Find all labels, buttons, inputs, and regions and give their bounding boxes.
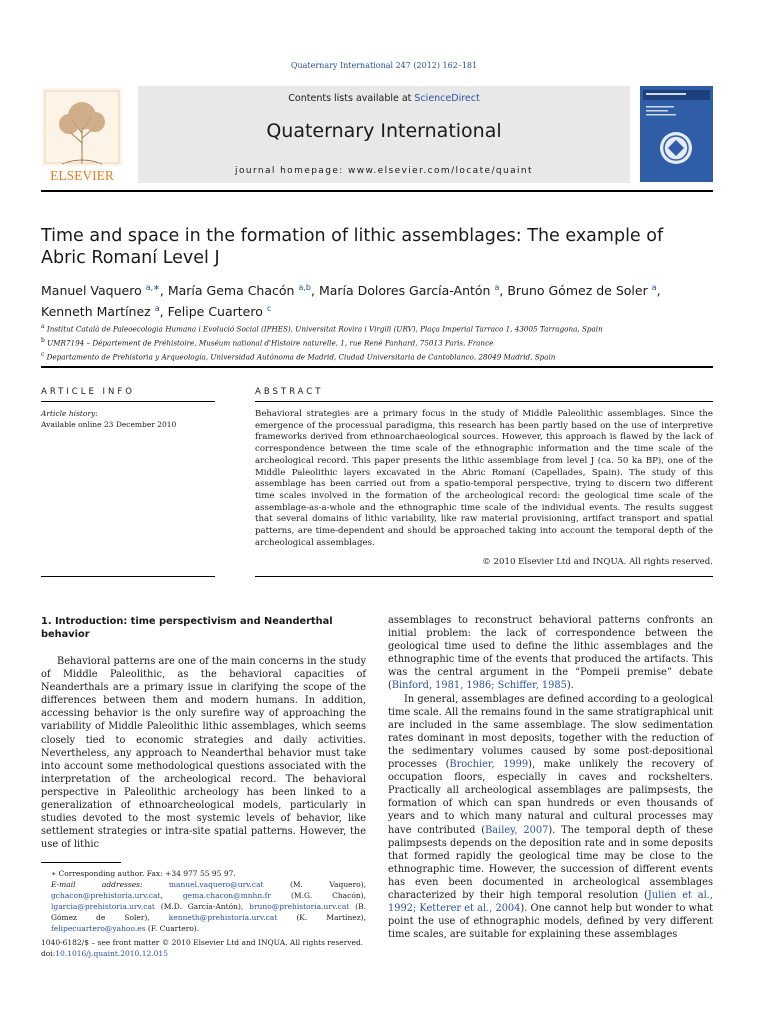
body-column-right — [388, 614, 713, 941]
body-text-run: In general, assemblages are defined according to a geological time scale. All the remains found in the same stratigraphical unit are included in the same assemblage. The slow sedimentation rates dominant in most deposits, together with the reduction of the sedimentary volumes caused by some post-depositional processes ( — [388, 693, 713, 771]
header-rule — [41, 190, 713, 192]
email-owner: (M. Vaquero), — [263, 880, 366, 889]
paper-title: Time and space in the formation of lithic assemblages: The example of Abric Romaní Level J — [41, 226, 664, 268]
author-separator: , — [499, 283, 508, 299]
body-paragraph — [388, 614, 713, 693]
section-heading-introduction: 1. Introduction: time perspectivism and Neanderthal behavior — [41, 616, 333, 640]
author-name: María Dolores García-Antón — [318, 283, 491, 299]
article-info-heading: ARTICLE INFO — [41, 387, 135, 397]
author-affiliation-marker[interactable]: a,b — [298, 283, 311, 292]
email-link[interactable]: bruno@prehistoria.urv.cat — [249, 902, 350, 911]
email-owner: (K. Martínez), — [277, 913, 366, 922]
title-rule — [41, 366, 713, 368]
body-text-run: ). One cannot help but wonder to what point the use of ethnographic models, defined by very different time scales, are suitable for explaining these assemblages — [388, 903, 714, 941]
email-link[interactable]: kenneth@prehistoria.urv.cat — [168, 913, 278, 922]
homepage-line — [138, 166, 630, 176]
abstract-heading: ABSTRACT — [255, 387, 324, 397]
journal-citation-link[interactable]: Quaternary International 247 (2012) 162–181 — [290, 61, 478, 70]
author-name: María Gema Chacón — [167, 283, 295, 299]
doi-line — [41, 948, 381, 959]
email-owner: (F. Cuartero). — [145, 924, 200, 933]
body-column-left — [41, 655, 366, 851]
footnote-rule — [41, 862, 121, 863]
abstract-rule — [255, 401, 713, 402]
journal-cover-thumbnail[interactable] — [640, 86, 713, 182]
affiliation-item — [41, 335, 713, 349]
contents-line — [138, 93, 630, 104]
affiliation-text: UMR7194 – Département de Préhistoire, Muséum national d'Histoire naturelle, 1, rue René Panhard, 75013 Paris, France — [44, 338, 494, 348]
affiliation-letter: c — [41, 350, 45, 358]
citation-link[interactable]: Brochier, 1999 — [449, 759, 529, 771]
article-history-label: Article history: — [41, 409, 98, 418]
affiliation-item — [41, 349, 713, 363]
author-separator: , — [656, 283, 661, 299]
author-separator: , — [159, 304, 168, 320]
abstract-text: Behavioral strategies are a primary focus in the study of Middle Paleolithic assemblages. Since the emergence of the processual paradigma, this research has been partly based on the use of interpretive frameworks derived from ethnoarchaeological sources. However, this approach is flawed by the lack of correspondence between the time scale of the ethnographic information and the time scale of the archeological record. This paper presents the lithic assemblage from level J (ca. 50 ka BP), one of the Middle Paleolithic layers excavated in the Abric Romaní (Capellades, Spain). The study of this assemblage has been carried out from a spatio-temporal perspective, trying to discern two different time scales involved in the formation of the archeological record: the geological time scale of the assemblage-as-a-whole and the ethnographic time scale of the individual events. The results suggest that several domains of lithic variability, like raw material provisioning, artifact transport and spatial patterns, are time-dependent and should be approached taking into account the temporal depth of the archeological assemblages. — [255, 409, 713, 548]
email-link[interactable]: manuel.vaquero@urv.cat — [168, 880, 264, 889]
journal-title: Quaternary International — [266, 120, 502, 142]
citation-link[interactable]: Bailey, 2007 — [485, 824, 549, 836]
elsevier-wordmark: ELSEVIER — [50, 168, 114, 183]
body-paragraph — [388, 693, 713, 942]
affiliation-item — [41, 321, 713, 335]
homepage-url-link[interactable]: www.elsevier.com/locate/quaint — [347, 166, 533, 176]
body-text-run: ). — [566, 680, 574, 692]
affiliation-text: Institut Català de Paleoecologia Humana i Evolució Social (IPHES), Universitat Rovira i Virgili (URV), Plaça Imperial Tarraco 1, 43005 Tarragona, Spain — [44, 324, 603, 334]
affiliation-text: Departamento de Prehistoria y Arqueología, Universidad Autónoma de Madrid, Ciudad Universitaria de Cantoblanco, 28049 Madrid, Spain — [44, 352, 556, 362]
author-name: Bruno Gómez de Soler — [507, 283, 648, 299]
corresponding-author-note: ∗ Corresponding author. Fax: +34 977 55 95 97. — [51, 869, 236, 878]
issn-copyright: 1040-6182/$ – see front matter © 2010 Elsevier Ltd and INQUA. All rights reserved. — [41, 938, 364, 947]
author-list — [41, 279, 713, 321]
body-text-run: assemblages to reconstruct behavioral patterns confronts an initial problem: the lack of correspondence between the geological time used to define the lithic assemblages and the ethnographic time of the events that produced the artifacts. This was the central argument in the “Pompeii premise” debate ( — [388, 615, 713, 692]
author-affiliation-marker[interactable]: a — [651, 283, 657, 292]
author-name: Manuel Vaquero — [41, 283, 142, 299]
email-addresses — [41, 879, 366, 934]
footnotes — [41, 868, 366, 934]
author-affiliation-marker[interactable]: a — [494, 283, 500, 292]
citation-link[interactable]: Julien et al., 1992; Ketterer et al., 2004 — [388, 889, 714, 915]
abstract-copyright: © 2010 Elsevier Ltd and INQUA. All rights reserved. — [482, 557, 713, 567]
contents-prefix: Contents lists available at — [288, 93, 415, 104]
email-link[interactable]: gema.chacon@mnhn.fr — [182, 891, 271, 900]
affiliation-letter: a — [41, 323, 45, 330]
author-name: Felipe Cuartero — [167, 304, 263, 320]
email-owner: , — [160, 891, 183, 900]
article-history-value: Available online 23 December 2010 — [41, 420, 177, 429]
doi-link[interactable]: 10.1016/j.quaint.2010.12.015 — [55, 949, 168, 958]
elsevier-tree-icon — [42, 88, 122, 184]
author-affiliation-marker[interactable]: c — [266, 304, 272, 314]
affiliation-letter: b — [41, 336, 45, 344]
author-affiliation-marker[interactable]: a,∗ — [145, 283, 160, 292]
journal-cover-icon — [640, 86, 713, 182]
affiliation-list — [41, 321, 713, 363]
abstract-bottom-rule — [255, 576, 713, 577]
email-owner: (M.D. García-Antón), — [154, 902, 250, 911]
email-link[interactable]: felipecuartero@yahoo.es — [51, 924, 146, 933]
body-text-run: ). The temporal depth of these palimpsests depends on the deposition rate and in some deposits that formed rapidly the geological time may be close to the ethnographic time. However, the succession of different events has even been documented in archeological assemblages characterized by their high temporal resolution ( — [388, 824, 714, 901]
author-affiliation-marker[interactable]: a — [154, 304, 160, 314]
email-owner: (M.G. Chacón), — [270, 891, 366, 900]
body-text-run: ), make unlikely the recovery of occupation floors, especially in caves and rockshelters. Practically all archeological assemblages are palimpsests, the formation of which can span hundreds or even thousands of years and to which many natural and cultural processes may have contributed ( — [388, 759, 713, 836]
email-link[interactable]: lgarcia@prehistoria.urv.cat — [51, 902, 155, 911]
article-info-bottom-rule — [41, 576, 215, 577]
email-label: E-mail addresses: — [51, 880, 169, 889]
email-link[interactable]: gchacon@prehistoria.urv.cat — [51, 891, 161, 900]
elsevier-logo — [42, 88, 122, 184]
homepage-prefix: journal homepage: — [235, 166, 348, 176]
article-info-rule — [41, 401, 215, 402]
author-separator: , — [310, 283, 319, 299]
front-matter-line — [41, 937, 381, 959]
sciencedirect-link[interactable]: ScienceDirect — [414, 93, 480, 104]
citation-link[interactable]: Binford, 1981, 1986; Schiffer, 1985 — [391, 680, 567, 692]
email-owner: (B. Gómez de Soler), — [51, 902, 366, 922]
author-separator: , — [159, 283, 168, 299]
author-name: Kenneth Martínez — [41, 304, 151, 320]
doi-prefix: doi: — [41, 949, 56, 958]
body-paragraph: Behavioral patterns are one of the main concerns in the study of Middle Paleolithic, as the behavioral capacities of Neanderthals are a primary issue in clarifying the scope of the differences between them and modern humans. In addition, accessing behavior is the only surefire way of approaching the variability of Middle Paleolithic lithic assemblages, which seems closely tied to economic strategies and daily activities. Nevertheless, any approach to Neanderthal behavior must take into account some methodological questions associated with the interpretation of the archeological record. The behavioral perspective in Paleolithic archeology has been linked to a generalization of ethnoarcheological models, particularly in studies devoted to the most systemic levels of behavior, like settlement strategies or intra-site spatial patterns. However, the use of lithic — [41, 656, 366, 851]
